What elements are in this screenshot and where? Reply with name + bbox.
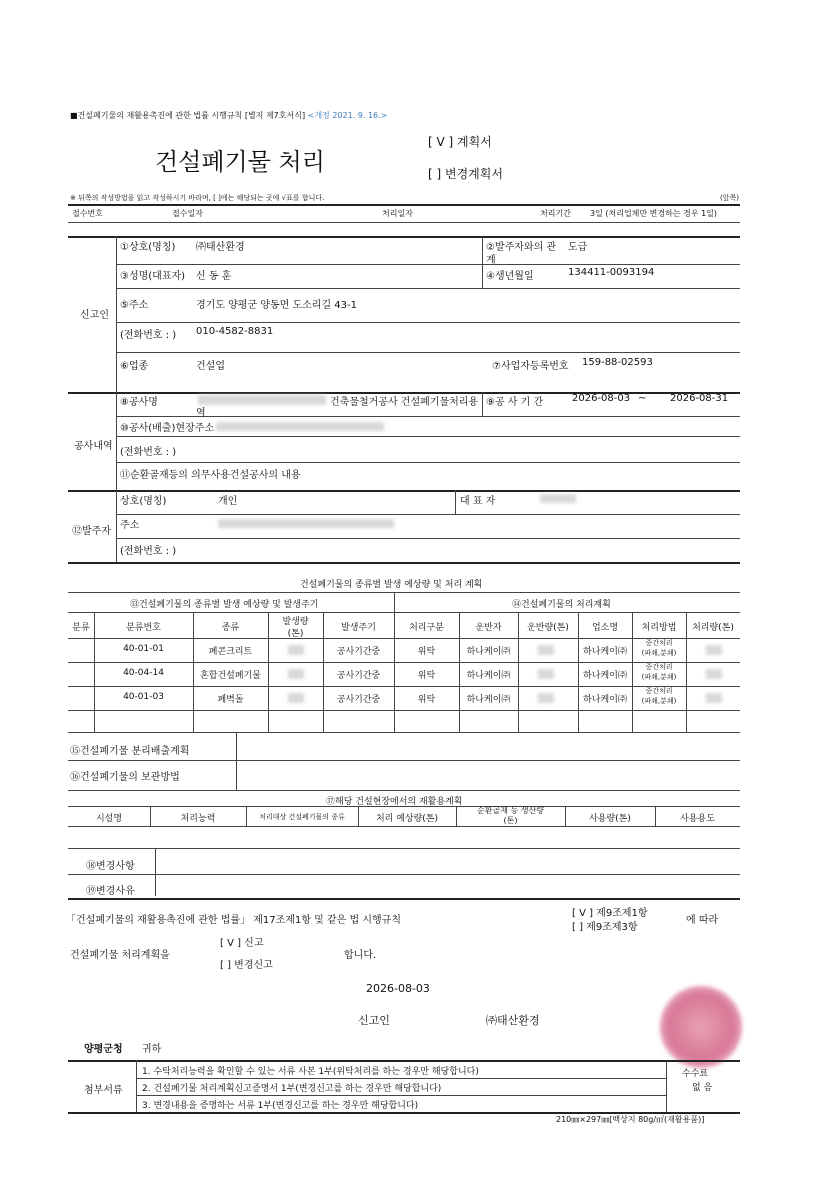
- paper-spec: 210㎜×297㎜[백상지 80g/㎡(재활용품)]: [556, 1115, 705, 1124]
- phone-label: (전화번호 : ): [120, 330, 177, 341]
- waste-right-title: ⑭건설폐기물의 처리계획: [512, 600, 611, 610]
- client-addr-label: 주소: [120, 520, 140, 531]
- addressee: 양평군청: [84, 1044, 123, 1055]
- redacted-project-name: [198, 395, 326, 405]
- site-phone-label: (전화번호 : ): [120, 447, 177, 458]
- rule-section3: [68, 490, 740, 492]
- client-rep-label: 대 표 자: [460, 496, 496, 507]
- change-items-label: ⑱변경사항: [86, 861, 135, 872]
- recycle-col-capacity: 처리능력: [180, 814, 216, 824]
- period-label: ⑨공 사 기 간: [486, 397, 544, 408]
- redacted-client-addr: [218, 519, 394, 528]
- project-name-value: 건축물철거공사 건설폐기물처리용: [330, 397, 479, 408]
- article-9-1-checkbox[interactable]: [ V ] 제9조제1항: [572, 908, 648, 919]
- change-report-checkbox[interactable]: [ ] 변경신고: [220, 960, 273, 971]
- fee-value: 없 음: [692, 1083, 713, 1093]
- col-method: 처리방법: [641, 623, 677, 633]
- regno-value: 159-88-02593: [582, 357, 653, 368]
- client-section: ⑫발주자: [72, 526, 111, 537]
- addr-value: 경기도 양평군 양동면 도소리길 43-1: [196, 300, 357, 311]
- rep-value: 신 동 훈: [196, 271, 232, 282]
- waste-left-title: ⑬건설폐기물의 종류별 발생 예상량 및 발생주기: [130, 600, 319, 610]
- duty-label: ⑪순환골재등의 의무사용건설공사의 내용: [120, 470, 301, 481]
- col-category: 분류: [72, 623, 90, 633]
- period-start: 2026-08-03: [572, 393, 631, 404]
- col-proc-amount: 처리량(톤): [692, 623, 734, 633]
- page-side: (앞쪽): [720, 194, 739, 202]
- article-9-3-checkbox[interactable]: [ ] 제9조제3항: [572, 922, 638, 933]
- construction-section: 공사내역: [74, 441, 113, 452]
- col-code: 분류번호: [126, 623, 161, 633]
- recycle-col-expected: 처리 예상량(톤): [375, 814, 439, 824]
- col-type: 처리구분: [409, 623, 444, 633]
- birth-label: ④생년월일: [486, 271, 534, 282]
- declaration-date: 2026-08-03: [366, 982, 430, 995]
- recycle-col-purpose: 사용용도: [680, 814, 715, 824]
- receipt-date: 접수일자: [172, 209, 203, 218]
- proc-period-value: 3일 (처리업체만 변경하는 경우 1일): [590, 209, 718, 218]
- biz-value: 건설업: [196, 361, 225, 372]
- storage-method-label: ⑯건설폐기물의 보관방법: [70, 772, 180, 783]
- recycle-col-production: 순환골재 등 생산량: [477, 806, 544, 815]
- reporter-name: ㈜태산환경: [486, 1014, 540, 1027]
- regno-label: ⑦사업자등록번호: [492, 361, 569, 372]
- proc-period-label: 처리기간: [540, 209, 571, 218]
- instruction-note: ※ 뒤쪽의 작성방법을 읽고 작성하시기 바라며, [ ]에는 해당되는 곳에 √표를 합니다.: [70, 194, 325, 202]
- relation-value: 도급: [568, 242, 588, 253]
- applicant-section: 신고인: [80, 310, 109, 321]
- period-end: 2026-08-31: [670, 393, 729, 404]
- rule-section4: [68, 562, 740, 564]
- birth-value: 134411-0093194: [568, 267, 655, 278]
- declaration-plan: 건설폐기물 처리계획을: [70, 950, 170, 961]
- col-kind: 종류: [221, 623, 240, 633]
- attachment-item: 2. 건설폐기물 처리계획신고증명서 1부(변경신고를 하는 경우만 해당합니다): [142, 1084, 442, 1094]
- report-checkbox[interactable]: [ V ] 신고: [220, 938, 264, 949]
- company-seal: [660, 986, 742, 1068]
- client-name-value: 개인: [218, 496, 238, 507]
- site-label: ⑩공사(배출)현장주소: [120, 423, 215, 434]
- proc-date: 처리일자: [382, 209, 413, 218]
- separation-plan-label: ⑮건설폐기물 분리배출계획: [70, 746, 190, 757]
- attachment-item: 1. 수탁처리능력을 확인할 수 있는 서류 사본 1부(위탁처리를 하는 경우만 해당합니다): [142, 1067, 479, 1077]
- name-value: ㈜태산환경: [196, 242, 245, 253]
- document-title: 건설폐기물 처리: [155, 148, 325, 176]
- change-reason-label: ⑲변경사유: [86, 886, 135, 897]
- addr-label: ⑤주소: [120, 300, 149, 311]
- waste-section-title: 건설폐기물의 종류별 발생 예상량 및 처리 계획: [300, 580, 483, 590]
- col-company: 업소명: [591, 623, 619, 633]
- declaration-law: 「건설폐기물의 재활용촉진에 관한 법률」 제17조제1항 및 같은 법 시행규칙: [66, 915, 401, 926]
- client-name-label: 상호(명칭): [120, 496, 167, 507]
- attachment-item: 3. 변경내용을 증명하는 서류 1부(변경신고를 하는 경우만 해당합니다): [142, 1101, 419, 1111]
- receipt-no: 접수번호: [72, 209, 103, 218]
- reporter-label: 신고인: [358, 1014, 390, 1027]
- revision-note: <개정 2021. 9. 16.>: [307, 111, 388, 120]
- fee-label: 수수료: [682, 1069, 709, 1079]
- biz-label: ⑥업종: [120, 361, 149, 372]
- phone-value: 010-4582-8831: [196, 326, 274, 337]
- relation-label: ②발주자와의 관: [486, 242, 557, 253]
- col-amount: 발생량: [282, 617, 309, 627]
- recycle-plan-title: ⑰해당 건설현장에서의 재활용계획: [326, 797, 463, 807]
- plan-checkbox[interactable]: [ V ] 계획서: [428, 135, 492, 149]
- recycle-col-kind: 처리대상 건설폐기물의 종류: [259, 813, 345, 821]
- rule-top: [68, 204, 740, 206]
- col-carrier: 운반자: [475, 623, 502, 633]
- rep-label: ③성명(대표자): [120, 271, 186, 282]
- name-label: ①상호(명칭): [120, 242, 176, 253]
- change-plan-checkbox[interactable]: [ ] 변경계획서: [428, 167, 503, 181]
- law-reference: ■건설폐기물의 재활용촉진에 관한 법률 시행규칙 [별지 제7호서식] <개정 2021. 9. 16.>: [70, 111, 388, 120]
- recycle-col-usage: 사용량(톤): [589, 814, 631, 824]
- col-carry-amount: 운반량(톤): [527, 623, 569, 633]
- col-cycle: 발생주기: [341, 623, 376, 633]
- attachments-label: 첨부서류: [84, 1085, 123, 1096]
- project-name-label: ⑧공사명: [120, 397, 158, 408]
- client-phone-label: (전화번호 : ): [120, 546, 177, 557]
- redacted-site-address: [216, 422, 384, 431]
- recycle-col-facility: 시설명: [95, 814, 123, 824]
- redacted-rep: [540, 494, 576, 503]
